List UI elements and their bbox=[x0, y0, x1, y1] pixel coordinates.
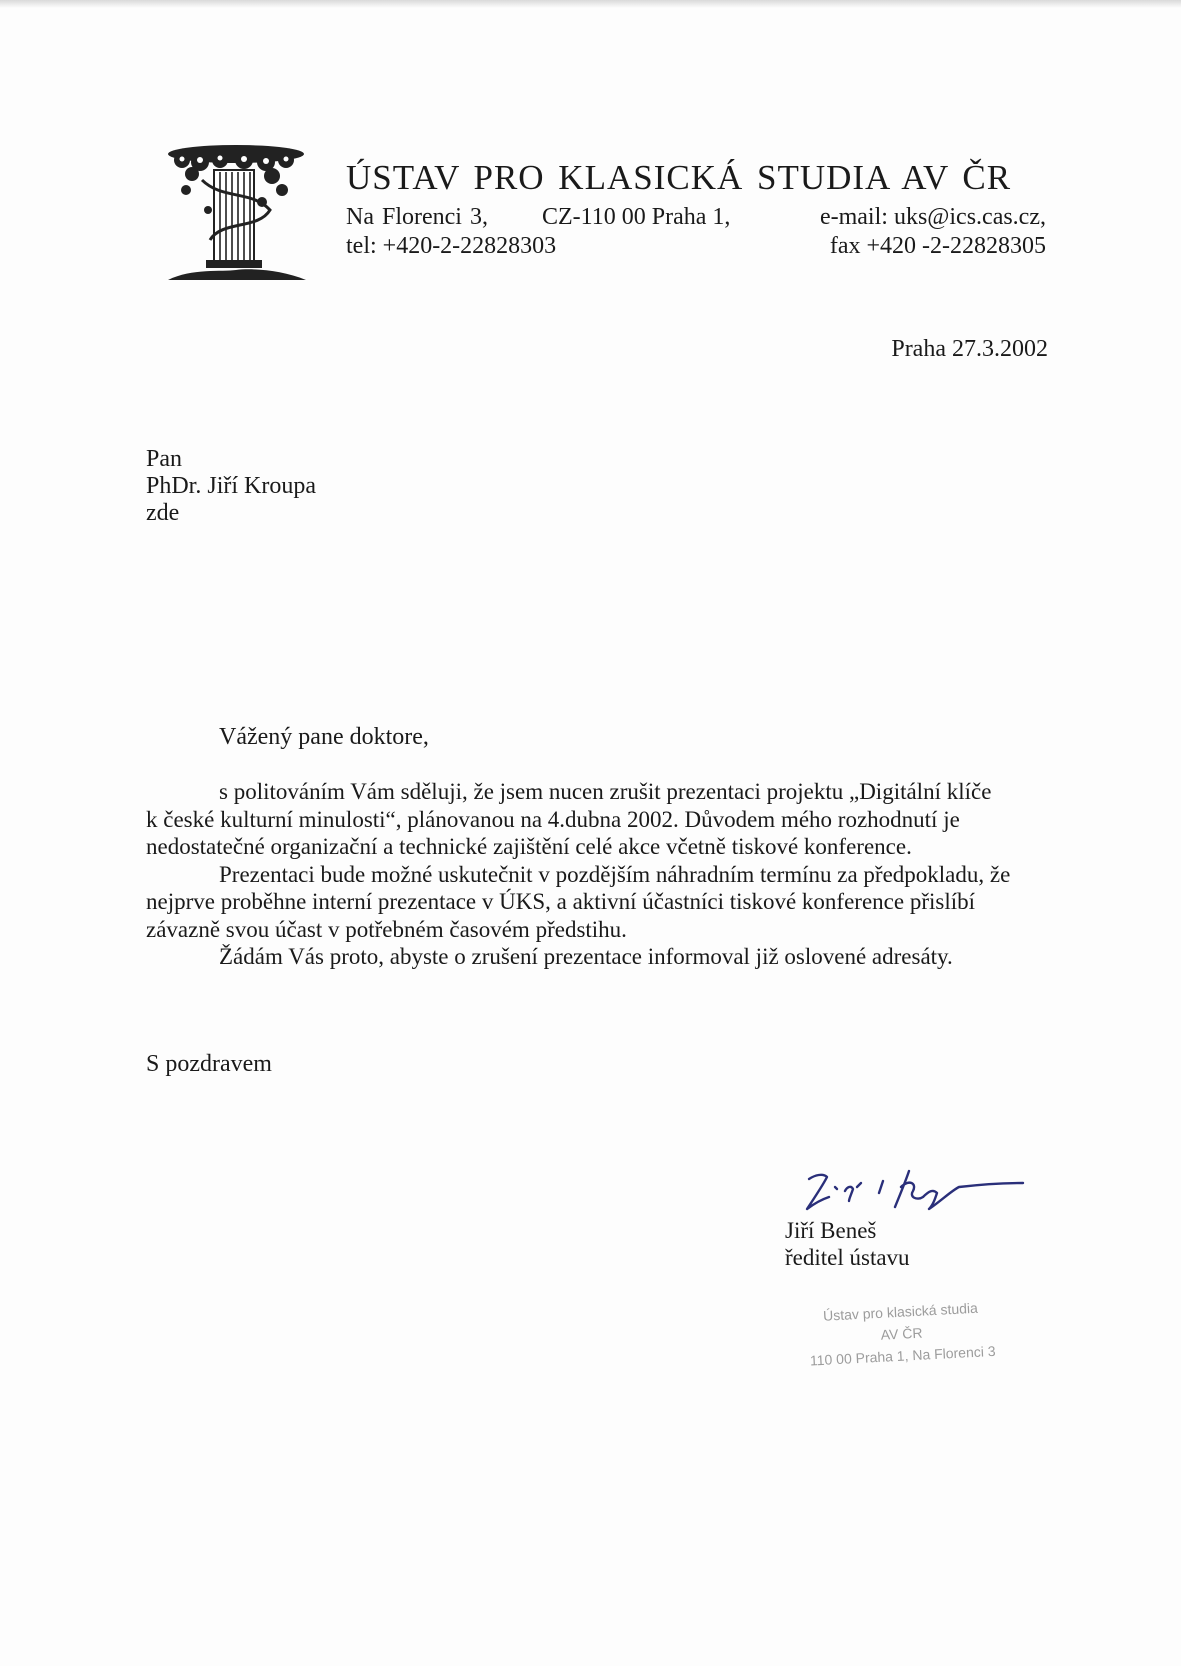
column-with-flower-garland-icon bbox=[162, 140, 310, 288]
closing: S pozdravem bbox=[146, 1051, 272, 1077]
scan-edge-shadow bbox=[0, 0, 1181, 8]
stamp-line: Ústav pro klasická studia bbox=[822, 1299, 979, 1324]
recipient-line: PhDr. Jiří Kroupa bbox=[146, 473, 316, 499]
body-line: k české kulturní minulosti“, plánovanou na 4.dubna 2002. Důvodem mého rozhodnutí je bbox=[146, 806, 960, 832]
institution-stamp bbox=[800, 1296, 1003, 1372]
recipient-line: Pan bbox=[146, 446, 182, 472]
recipient-line: zde bbox=[146, 500, 180, 526]
body-line: závazně svou účast v potřebném časovém předstihu. bbox=[146, 916, 627, 942]
body-line: Žádám Vás proto, abyste o zrušení prezentace informoval již oslovené adresáty. bbox=[219, 944, 953, 969]
address-line-1 bbox=[346, 203, 1046, 231]
body-line: Prezentaci bude možné uskutečnit v pozdějším náhradním termínu za předpokladu, že bbox=[219, 861, 1011, 887]
recipient-block bbox=[146, 446, 316, 527]
body-line: nejprve proběhne interní prezentace v ÚKS, a aktivní účastníci tiskové konference přislíbí bbox=[146, 889, 975, 914]
stamp-line: AV ČR bbox=[880, 1324, 923, 1343]
postal-city: CZ-110 00 Praha 1, bbox=[542, 204, 731, 230]
email-address: e-mail: uks@ics.cas.cz, bbox=[819, 204, 1046, 230]
signatory-title: ředitel ústavu bbox=[785, 1245, 910, 1270]
body-line: nedostatečné organizační a technické zajištění celé akce včetně tiskové konference. bbox=[146, 834, 912, 859]
address-line-2 bbox=[346, 232, 1046, 260]
letter-body bbox=[146, 778, 1048, 971]
stamp-line: 110 00 Praha 1, Na Florenci 3 bbox=[809, 1342, 996, 1369]
body-line: s politováním Vám sděluji, že jsem nucen zrušit prezentaci projektu „Digitální klíče bbox=[219, 779, 992, 804]
salutation: Vážený pane doktore, bbox=[219, 724, 429, 750]
fax-number: fax +420 -2-22828305 bbox=[829, 233, 1046, 259]
institution-name: ÚSTAV PRO KLASICKÁ STUDIA AV ČR bbox=[346, 158, 1012, 197]
signatory-block bbox=[785, 1217, 910, 1271]
signatory-name: Jiří Beneš bbox=[785, 1218, 877, 1243]
letter-date: Praha 27.3.2002 bbox=[891, 336, 1048, 362]
street-address: Na Florenci 3, bbox=[346, 204, 488, 230]
phone-number: tel: +420-2-22828303 bbox=[346, 233, 557, 259]
